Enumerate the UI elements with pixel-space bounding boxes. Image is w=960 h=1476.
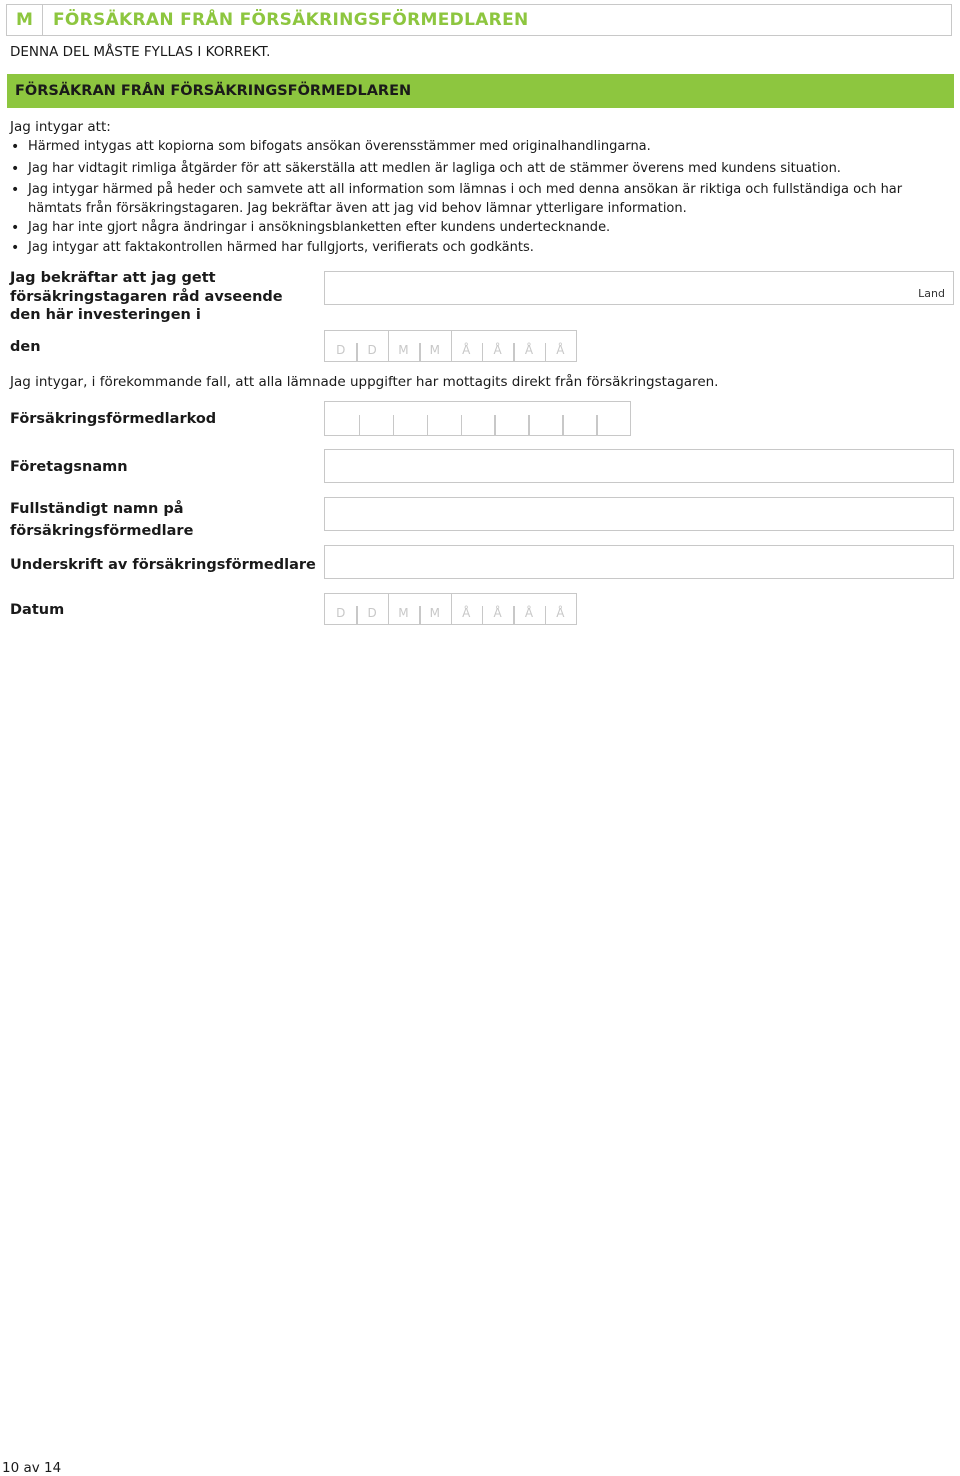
- broker-code-input[interactable]: [324, 401, 631, 436]
- section-letter: M: [7, 5, 43, 35]
- date-cell-day: D: [356, 594, 387, 624]
- code-cell: [461, 402, 495, 435]
- date-cell-year: Å: [545, 331, 576, 361]
- broker-code-label: Försäkringsförmedlarkod: [10, 411, 217, 427]
- date-cell-year: Å: [482, 331, 513, 361]
- code-cell: [359, 402, 393, 435]
- date-cell-month: M: [419, 594, 450, 624]
- code-cell: [325, 402, 359, 435]
- date-cell-day: D: [336, 343, 346, 357]
- date-cell-year: Å: [513, 594, 544, 624]
- date-cell-year: Å: [451, 331, 482, 361]
- date-label: Datum: [10, 602, 65, 618]
- advice-label: Jag bekräftar att jag gett försäkringstagaren råd avseende den här investeringen i: [10, 270, 283, 323]
- declaration-list: [10, 138, 940, 258]
- code-cell: [393, 402, 427, 435]
- date-cell-year: Å: [513, 331, 544, 361]
- declaration-intro: Jag intygar att:: [10, 119, 111, 135]
- fullname-input[interactable]: [324, 497, 954, 531]
- section-header: [6, 4, 952, 36]
- date-cell-day: D: [336, 606, 346, 620]
- date-cell-year: Å: [545, 594, 576, 624]
- company-label: Företagsnamn: [10, 459, 128, 475]
- date-cell-year: Å: [482, 594, 513, 624]
- code-cell: [427, 402, 461, 435]
- signature-input[interactable]: [324, 545, 954, 579]
- code-cell: [596, 402, 630, 435]
- list-item: • Jag har inte gjort några ändringar i ansökningsblanketten efter kundens undertecknande.: [10, 219, 940, 238]
- country-input[interactable]: [324, 271, 954, 305]
- advice-date-input[interactable]: [324, 330, 577, 362]
- required-note: DENNA DEL MÅSTE FYLLAS I KORREKT.: [10, 44, 271, 60]
- list-item: • Jag har vidtagit rimliga åtgärder för att säkerställa att medlen är lagliga och att de stämmer överens med kundens situation.: [10, 160, 940, 179]
- date-input[interactable]: [324, 593, 577, 625]
- date-cell-month: M: [388, 331, 419, 361]
- subsection-bar: [7, 74, 954, 108]
- page-number: 10 av 14: [2, 1460, 62, 1476]
- advice-date-label: den: [10, 339, 41, 355]
- list-item: • Härmed intygas att kopiorna som bifogats ansökan överensstämmer med originalhandlingarna.: [10, 138, 940, 157]
- company-input[interactable]: [324, 449, 954, 483]
- date-cell-year: Å: [451, 594, 482, 624]
- code-cell: [494, 402, 528, 435]
- date-cell-month: M: [419, 331, 450, 361]
- date-cell-month: M: [388, 594, 419, 624]
- date-cell-day: D: [356, 331, 387, 361]
- list-item: • Jag intygar att faktakontrollen härmed har fullgjorts, verifierats och godkänts.: [10, 239, 940, 258]
- section-title: FÖRSÄKRAN FRÅN FÖRSÄKRINGSFÖRMEDLAREN: [53, 10, 529, 30]
- code-cell: [528, 402, 562, 435]
- signature-label: Underskrift av försäkringsförmedlare: [10, 557, 316, 573]
- code-cell: [562, 402, 596, 435]
- list-item: • Jag intygar härmed på heder och samvete att all information som lämnas i och med denna ansökan är riktiga och fullständiga och har hämtats från försäkringstagaren. Jag bekräftar även att jag vid behov lämnar ytterligare information.: [10, 181, 940, 218]
- fullname-label: Fullständigt namn på försäkringsförmedlare: [10, 501, 194, 539]
- subsection-title: FÖRSÄKRAN FRÅN FÖRSÄKRINGSFÖRMEDLAREN: [15, 83, 412, 99]
- country-hint: Land: [918, 287, 945, 300]
- direct-info-statement: Jag intygar, i förekommande fall, att alla lämnade uppgifter har mottagits direkt från försäkringstagaren.: [10, 374, 719, 390]
